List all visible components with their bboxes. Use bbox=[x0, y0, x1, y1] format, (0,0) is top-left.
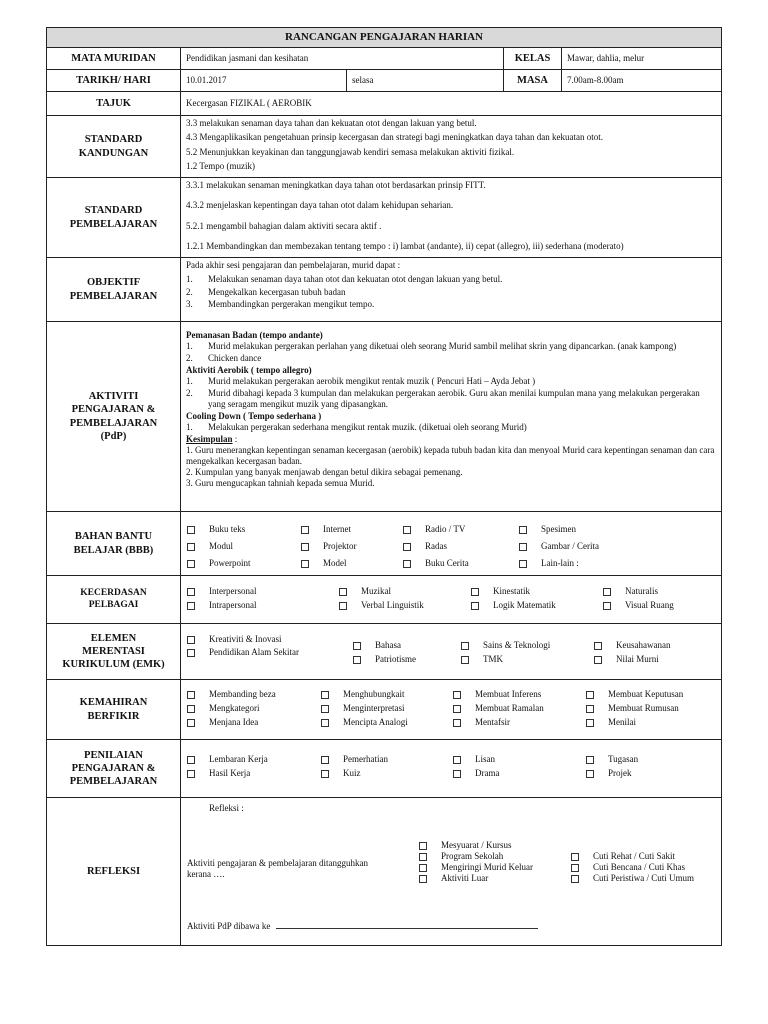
checkbox-icon[interactable] bbox=[419, 842, 427, 850]
checkbox-option[interactable]: TMK bbox=[461, 654, 503, 665]
section-heading: Pemanasan Badan (tempo andante) bbox=[186, 330, 323, 340]
checkbox-option[interactable]: Cuti Bencana / Cuti Khas bbox=[571, 862, 685, 873]
checkbox-option[interactable]: Visual Ruang bbox=[603, 600, 674, 611]
masa-label: MASA bbox=[504, 70, 562, 92]
refleksi-label: REFLEKSI bbox=[47, 798, 181, 946]
checkbox-option[interactable]: Bahasa bbox=[353, 640, 401, 651]
kelas-label: KELAS bbox=[504, 48, 562, 70]
checkbox-option[interactable]: Lembaran Kerja bbox=[187, 754, 268, 765]
objektif-intro: Pada akhir sesi pengajaran dan pembelajaran, murid dapat : bbox=[186, 260, 401, 270]
bbb-options bbox=[181, 512, 722, 576]
checkbox-icon[interactable] bbox=[471, 588, 479, 596]
mata-muridan-label: MATA MURIDAN bbox=[47, 48, 181, 70]
checkbox-option[interactable]: Gambar / Cerita bbox=[519, 541, 599, 552]
checkbox-option[interactable]: Kuiz bbox=[321, 768, 361, 779]
checkbox-option[interactable]: Projektor bbox=[301, 541, 357, 552]
checkbox-icon[interactable] bbox=[321, 705, 329, 713]
checkbox-icon[interactable] bbox=[187, 602, 195, 610]
checkbox-option[interactable]: Interpersonal bbox=[187, 586, 256, 597]
checkbox-icon[interactable] bbox=[187, 649, 195, 657]
kemahiran-options bbox=[181, 680, 722, 740]
tarikh-label: TARIKH/ HARI bbox=[47, 70, 181, 92]
list-item: 2. Murid dibahagi kepada 3 kumpulan dan melakukan pergerakan aerobik. Guru akan menilai kumpulan mana yang melakukan pergerakan yang seragam mengikut muzik yang dipasangkan. bbox=[186, 387, 700, 409]
checkbox-option[interactable]: Mengkategori bbox=[187, 703, 259, 714]
list-item: 3. Membandingkan pergerakan mengikut tempo. bbox=[186, 298, 375, 309]
checkbox-icon[interactable] bbox=[603, 602, 611, 610]
standard-pembelajaran-line: 5.2.1 mengambil bahagian dalam aktiviti secara aktif . bbox=[186, 220, 382, 231]
checkbox-icon[interactable] bbox=[321, 691, 329, 699]
checkbox-option[interactable]: Lain-lain : bbox=[519, 558, 579, 569]
list-item: 1. Murid melakukan pergerakan perlahan yang diketuai oleh seorang Murid sambil melihat skrin yang dipancarkan. (anak kampong) bbox=[186, 340, 677, 351]
kecerdasan-label: KECERDASAN PELBAGAI bbox=[47, 576, 181, 624]
checkbox-icon[interactable] bbox=[586, 770, 594, 778]
checkbox-icon[interactable] bbox=[187, 543, 195, 551]
objektif-label: OBJEKTIF PEMBELAJARAN bbox=[47, 258, 181, 322]
checkbox-icon[interactable] bbox=[519, 543, 527, 551]
checkbox-icon[interactable] bbox=[321, 719, 329, 727]
checkbox-option[interactable]: Powerpoint bbox=[187, 558, 251, 569]
standard-pembelajaran-content bbox=[181, 178, 722, 258]
checkbox-icon[interactable] bbox=[453, 705, 461, 713]
kelas-value: Mawar, dahlia, melur bbox=[562, 48, 722, 70]
standard-kandungan-line: 1.2 Tempo (muzik) bbox=[186, 160, 255, 171]
checkbox-icon[interactable] bbox=[461, 642, 469, 650]
checkbox-icon[interactable] bbox=[187, 526, 195, 534]
postponed-text: Aktiviti pengajaran & pembelajaran ditangguhkan bbox=[187, 858, 368, 868]
page-title: RANCANGAN PENGAJARAN HARIAN bbox=[47, 28, 722, 48]
list-item: 3. Guru mengucapkan tahniah kepada semua Murid. bbox=[186, 477, 375, 488]
checkbox-option[interactable]: Naturalis bbox=[603, 586, 658, 597]
checkbox-icon[interactable] bbox=[453, 770, 461, 778]
checkbox-option[interactable]: Buku teks bbox=[187, 524, 245, 535]
checkbox-option[interactable]: Spesimen bbox=[519, 524, 576, 535]
emk-options bbox=[181, 624, 722, 680]
checkbox-icon[interactable] bbox=[353, 642, 361, 650]
standard-pembelajaran-line: 1.2.1 Membandingkan dan membezakan tentang tempo : i) lambat (andante), ii) cepat (allegro), iii) sederhana (moderato) bbox=[186, 240, 624, 251]
checkbox-icon[interactable] bbox=[187, 756, 195, 764]
checkbox-icon[interactable] bbox=[586, 756, 594, 764]
standard-kandungan-content bbox=[181, 116, 722, 178]
checkbox-option[interactable]: Lisan bbox=[453, 754, 495, 765]
standard-kandungan-line: 4.3 Mengaplikasikan pengetahuan prinsip kecergasan dan strategi bagi meningkatkan daya tahan dan kekuatan otot. bbox=[186, 132, 603, 143]
list-item: 2. Mengekalkan kecergasan tubuh badan bbox=[186, 286, 346, 297]
checkbox-option[interactable]: Pendidikan Alam Sekitar bbox=[187, 647, 299, 658]
checkbox-icon[interactable] bbox=[301, 543, 309, 551]
section-heading: Cooling Down ( Tempo sederhana ) bbox=[186, 410, 322, 421]
checkbox-icon[interactable] bbox=[453, 719, 461, 727]
checkbox-icon[interactable] bbox=[594, 656, 602, 664]
checkbox-icon[interactable] bbox=[453, 756, 461, 764]
masa-value: 7.00am-8.00am bbox=[562, 70, 722, 92]
checkbox-option[interactable]: Pemerhatian bbox=[321, 754, 388, 765]
checkbox-icon[interactable] bbox=[571, 864, 579, 872]
checkbox-icon[interactable] bbox=[339, 602, 347, 610]
checkbox-icon[interactable] bbox=[603, 588, 611, 596]
checkbox-option[interactable]: Nilai Murni bbox=[594, 654, 659, 665]
checkbox-icon[interactable] bbox=[353, 656, 361, 664]
checkbox-icon[interactable] bbox=[519, 560, 527, 568]
emk-label: ELEMEN MERENTASI KURIKULUM (EMK) bbox=[47, 624, 181, 680]
standard-pembelajaran-line: 3.3.1 melakukan senaman meningkatkan daya tahan otot berdasarkan prinsip FITT. bbox=[186, 180, 486, 190]
checkbox-option[interactable]: Radio / TV bbox=[403, 524, 465, 535]
standard-pembelajaran-line: 4.3.2 menjelaskan kepentingan daya tahan otot dalam kehidupan seharian. bbox=[186, 200, 454, 211]
list-item: 1. Murid melakukan pergerakan aerobik mengikut rentak muzik ( Pencuri Hati – Ayda Jebat ) bbox=[186, 375, 536, 386]
standard-kandungan-label: STANDARD KANDUNGAN bbox=[47, 116, 181, 178]
checkbox-icon[interactable] bbox=[187, 560, 195, 568]
checkbox-option[interactable]: Aktiviti Luar bbox=[419, 873, 488, 884]
checkbox-icon[interactable] bbox=[453, 691, 461, 699]
checkbox-option[interactable]: Membanding beza bbox=[187, 689, 276, 700]
checkbox-option[interactable]: Patriotisme bbox=[353, 654, 416, 665]
tarikh-date: 10.01.2017 bbox=[181, 70, 347, 92]
checkbox-icon[interactable] bbox=[571, 853, 579, 861]
checkbox-icon[interactable] bbox=[187, 588, 195, 596]
checkbox-icon[interactable] bbox=[187, 719, 195, 727]
section-heading: Aktiviti Aerobik ( tempo allegro) bbox=[186, 364, 312, 375]
aktiviti-content bbox=[181, 322, 722, 512]
checkbox-icon[interactable] bbox=[403, 543, 411, 551]
checkbox-icon[interactable] bbox=[519, 526, 527, 534]
checkbox-option[interactable]: Sains & Teknologi bbox=[461, 640, 550, 651]
penilaian-label: PENILAIAN PENGAJARAN & PEMBELAJARAN bbox=[47, 740, 181, 798]
list-item: 1. Melakukan pergerakan sederhana mengikut rentak muzik. (diketuai oleh seorang Murid) bbox=[186, 421, 527, 432]
list-item: 1. Melakukan senaman daya tahan otot dan kekuatan otot dengan lakuan yang betul. bbox=[186, 274, 503, 285]
checkbox-icon[interactable] bbox=[187, 636, 195, 644]
checkbox-option[interactable]: Drama bbox=[453, 768, 500, 779]
checkbox-option[interactable]: Internet bbox=[301, 524, 351, 535]
checkbox-icon[interactable] bbox=[586, 691, 594, 699]
checkbox-option[interactable]: Logik Matematik bbox=[471, 600, 556, 611]
objektif-content bbox=[181, 258, 722, 322]
checkbox-icon[interactable] bbox=[594, 642, 602, 650]
checkbox-option[interactable]: Menghubungkait bbox=[321, 689, 405, 700]
refleksi-content bbox=[181, 798, 722, 946]
checkbox-icon[interactable] bbox=[586, 719, 594, 727]
list-item: 2. Kumpulan yang banyak menjawab dengan betul dikira sebagai pemenang. bbox=[186, 466, 463, 477]
checkbox-option[interactable]: Keusahawanan bbox=[594, 640, 670, 651]
checkbox-option[interactable]: Membuat Rumusan bbox=[586, 703, 679, 714]
checkbox-option[interactable]: Mengiringi Murid Keluar bbox=[419, 862, 533, 873]
checkbox-option[interactable]: Program Sekolah bbox=[419, 851, 503, 862]
kecerdasan-options bbox=[181, 576, 722, 624]
checkbox-icon[interactable] bbox=[461, 656, 469, 664]
postponed-text: kerana …. bbox=[187, 869, 225, 879]
checkbox-icon[interactable] bbox=[471, 602, 479, 610]
checkbox-icon[interactable] bbox=[339, 588, 347, 596]
standard-kandungan-line: 3.3 melakukan senaman daya tahan dan kekuatan otot dengan lakuan yang betul. bbox=[186, 118, 477, 128]
checkbox-option[interactable]: Kreativiti & Inovasi bbox=[187, 634, 281, 645]
checkbox-option[interactable]: Membuat Keputusan bbox=[586, 689, 683, 700]
penilaian-options bbox=[181, 740, 722, 798]
list-item: 1. Guru menerangkan kepentingan senaman kecergasan (aerobik) kepada tubuh badan kita dan menyoal Murid cara kepentingan senaman dan cara mengekalkan kecergasan badan. bbox=[186, 444, 715, 466]
checkbox-icon[interactable] bbox=[403, 560, 411, 568]
refleksi-heading: Refleksi : bbox=[209, 803, 244, 813]
checkbox-option[interactable]: Cuti Rehat / Cuti Sakit bbox=[571, 851, 675, 862]
list-item: 2. Chicken dance bbox=[186, 352, 262, 363]
tajuk-value: Kecergasan FIZIKAL ( AEROBIK bbox=[181, 92, 722, 116]
checkbox-icon[interactable] bbox=[301, 560, 309, 568]
checkbox-option[interactable]: Hasil Kerja bbox=[187, 768, 250, 779]
aktiviti-label: AKTIVITI PENGAJARAN & PEMBELAJARAN (PdP) bbox=[47, 322, 181, 512]
tajuk-label: TAJUK bbox=[47, 92, 181, 116]
checkbox-icon[interactable] bbox=[419, 864, 427, 872]
checkbox-option[interactable]: Tugasan bbox=[586, 754, 638, 765]
standard-kandungan-line: 5.2 Menunjukkan keyakinan dan tanggungjawab kendiri semasa melakukan aktiviti fizikal. bbox=[186, 146, 515, 157]
lesson-plan-table bbox=[46, 27, 722, 946]
checkbox-icon[interactable] bbox=[321, 756, 329, 764]
checkbox-option[interactable]: Menilai bbox=[586, 717, 636, 728]
checkbox-option[interactable]: Radas bbox=[403, 541, 447, 552]
checkbox-icon[interactable] bbox=[403, 526, 411, 534]
checkbox-icon[interactable] bbox=[419, 853, 427, 861]
checkbox-icon[interactable] bbox=[419, 875, 427, 883]
checkbox-option[interactable]: Buku Cerita bbox=[403, 558, 469, 569]
checkbox-icon[interactable] bbox=[321, 770, 329, 778]
checkbox-icon[interactable] bbox=[586, 705, 594, 713]
checkbox-icon[interactable] bbox=[571, 875, 579, 883]
carried-forward: Aktiviti PdP dibawa ke bbox=[187, 920, 538, 932]
checkbox-icon[interactable] bbox=[187, 770, 195, 778]
checkbox-icon[interactable] bbox=[187, 705, 195, 713]
mata-muridan-value: Pendidikan jasmani dan kesihatan bbox=[181, 48, 504, 70]
checkbox-option[interactable]: Cuti Peristiwa / Cuti Umum bbox=[571, 873, 694, 884]
checkbox-option[interactable]: Modul bbox=[187, 541, 233, 552]
checkbox-option[interactable]: Mesyuarat / Kursus bbox=[419, 840, 512, 851]
checkbox-option[interactable]: Menjana Idea bbox=[187, 717, 258, 728]
checkbox-option[interactable]: Menginterpretasi bbox=[321, 703, 404, 714]
tarikh-day: selasa bbox=[347, 70, 504, 92]
checkbox-option[interactable]: Membuat Inferens bbox=[453, 689, 541, 700]
standard-pembelajaran-label: STANDARD PEMBELAJARAN bbox=[47, 178, 181, 258]
checkbox-icon[interactable] bbox=[187, 691, 195, 699]
kemahiran-label: KEMAHIRAN BERFIKIR bbox=[47, 680, 181, 740]
bbb-label: BAHAN BANTU BELAJAR (BBB) bbox=[47, 512, 181, 576]
checkbox-option[interactable]: Projek bbox=[586, 768, 632, 779]
checkbox-option[interactable]: Muzikal bbox=[339, 586, 391, 597]
checkbox-option[interactable]: Mencipta Analogi bbox=[321, 717, 408, 728]
section-heading: Kesimpulan : bbox=[186, 433, 238, 444]
checkbox-icon[interactable] bbox=[301, 526, 309, 534]
checkbox-option[interactable]: Model bbox=[301, 558, 347, 569]
checkbox-option[interactable]: Kinestatik bbox=[471, 586, 530, 597]
checkbox-option[interactable]: Intrapersonal bbox=[187, 600, 256, 611]
carried-forward-input[interactable] bbox=[276, 920, 538, 929]
checkbox-option[interactable]: Mentafsir bbox=[453, 717, 510, 728]
checkbox-option[interactable]: Verbal Linguistik bbox=[339, 600, 424, 611]
checkbox-option[interactable]: Membuat Ramalan bbox=[453, 703, 544, 714]
